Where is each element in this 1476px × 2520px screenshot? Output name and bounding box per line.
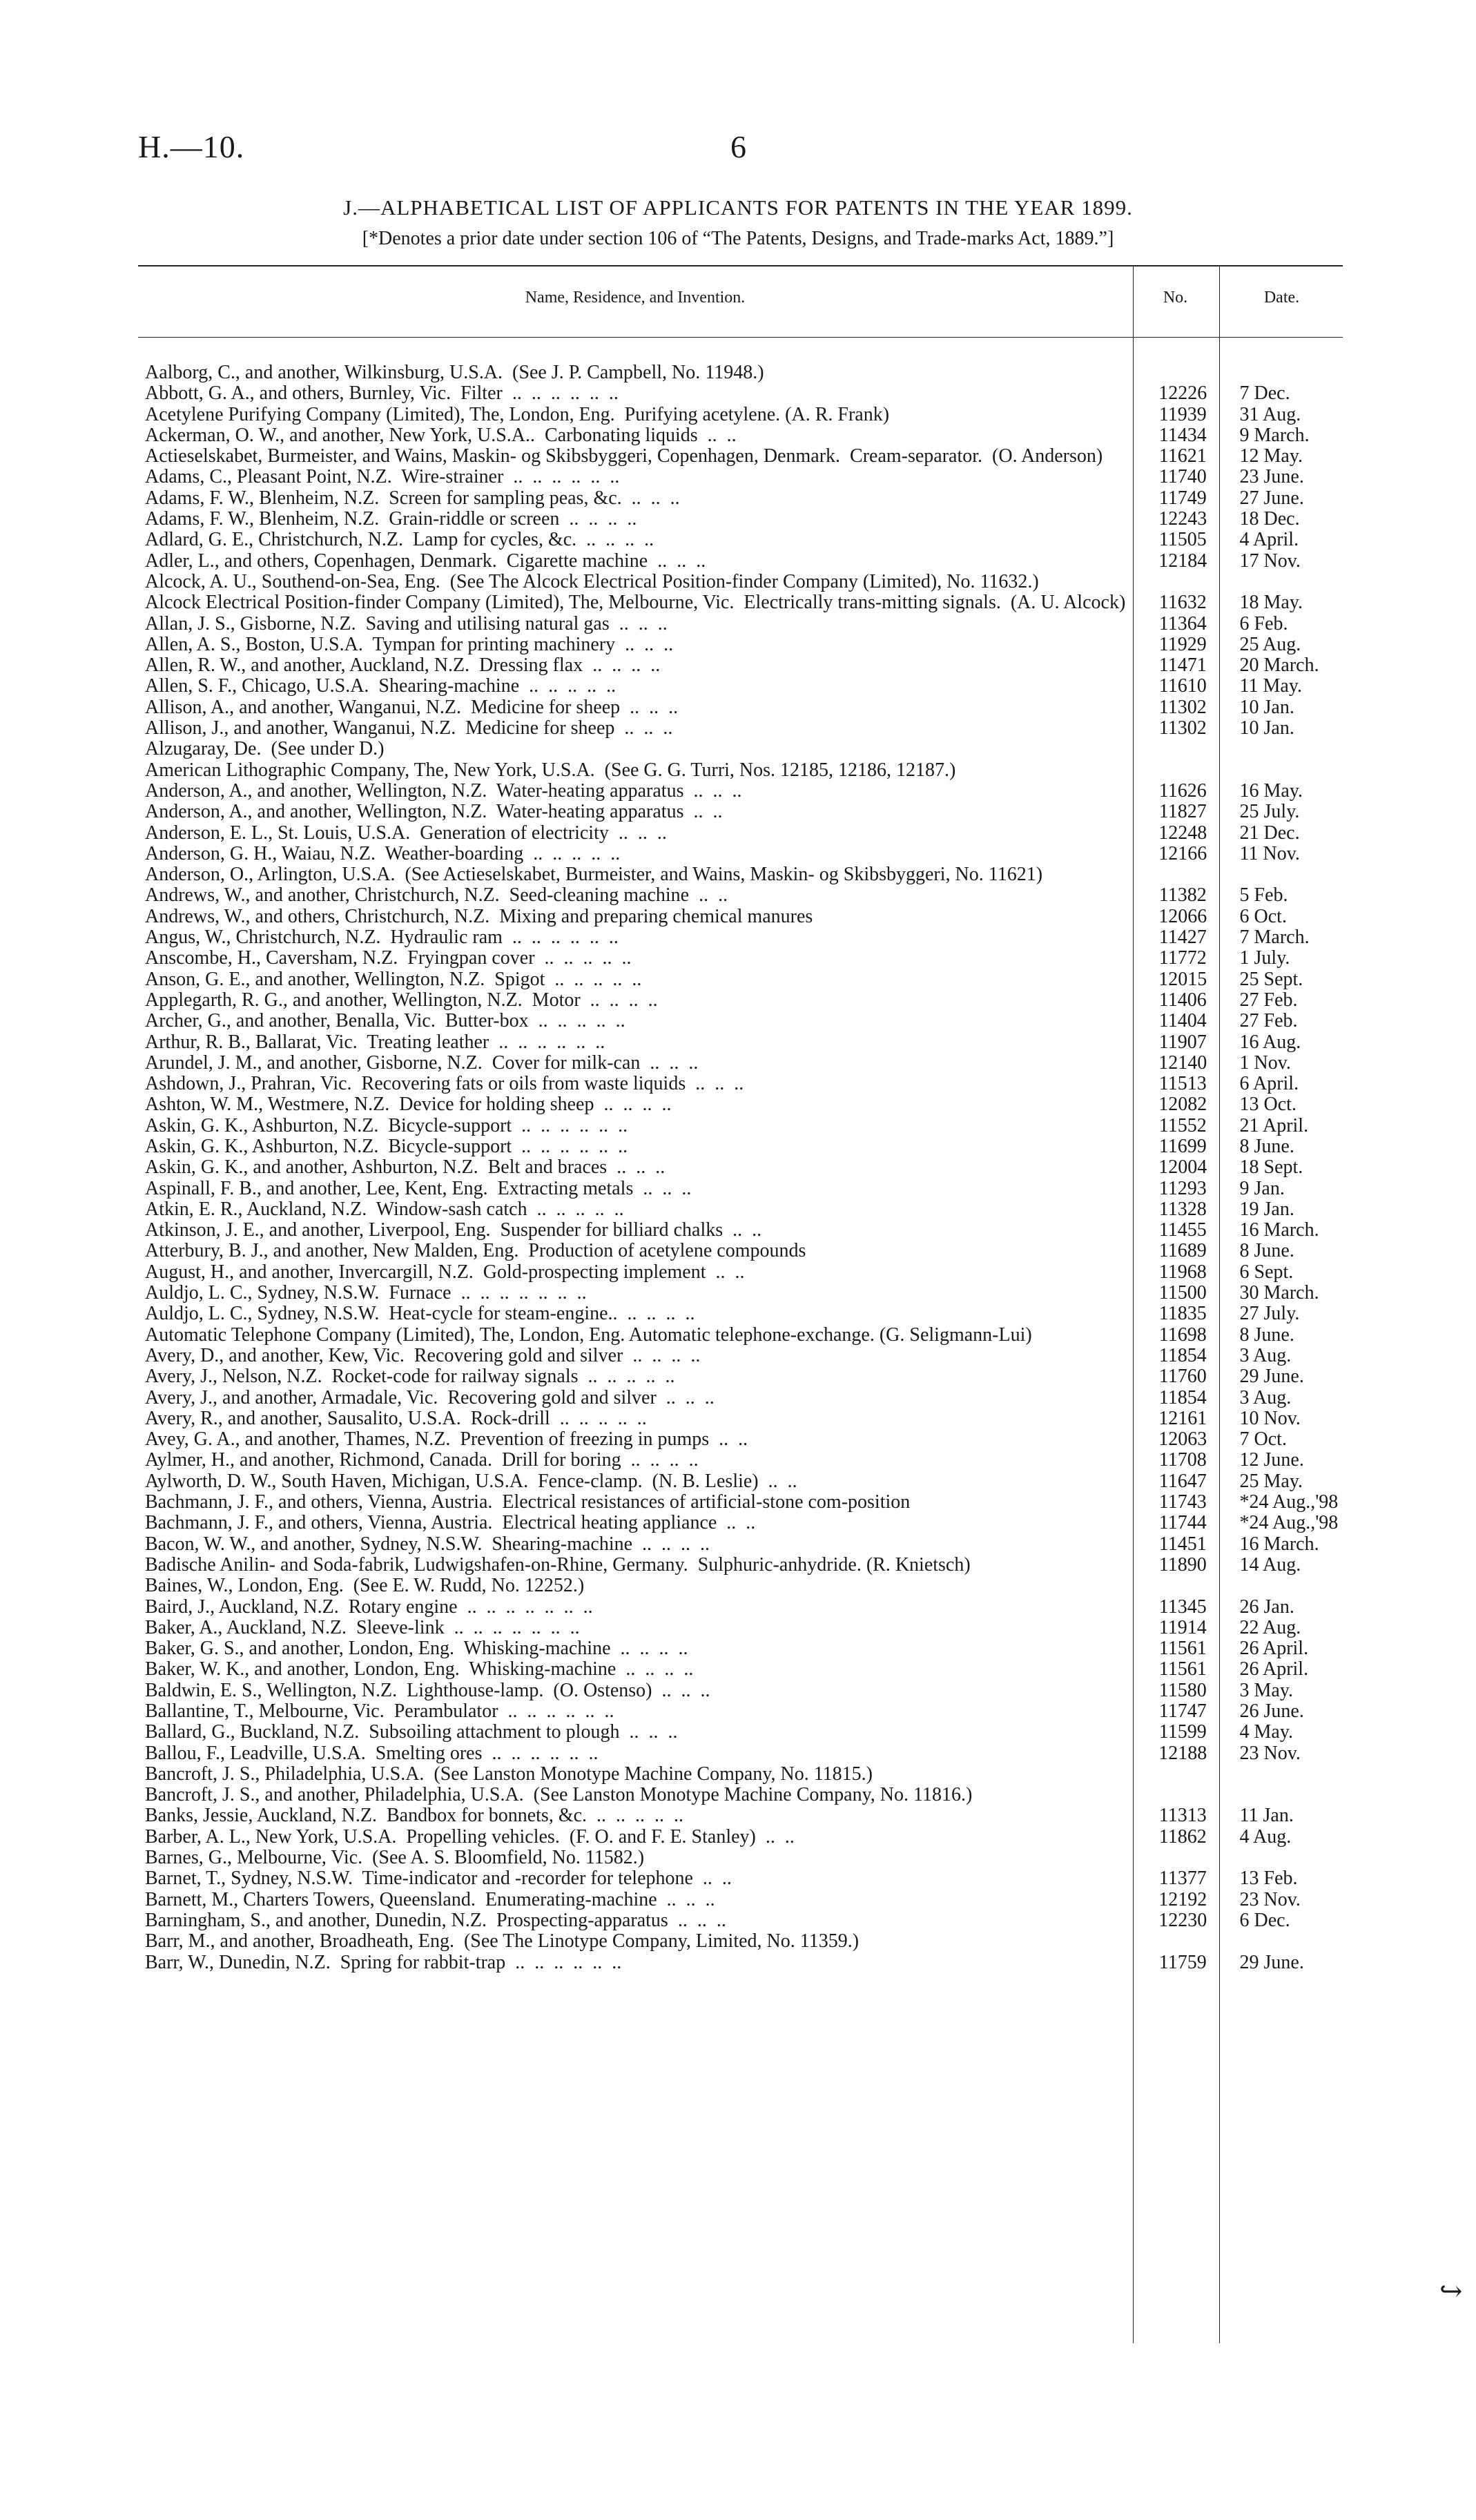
table-row — [145, 1325, 1343, 1346]
entry-text: Archer, G., and another, Benalla, Vic. Butter-box .. .. .. .. .. — [145, 1010, 625, 1032]
entry-date: 4 Aug. — [1239, 1825, 1292, 1848]
entry-text: Barnet, T., Sydney, N.S.W. Time-indicator and -recorder for telephone .. .. — [145, 1868, 732, 1890]
table-row — [145, 969, 1343, 990]
table-row — [145, 530, 1343, 550]
entry-date: 4 May. — [1239, 1721, 1294, 1743]
table-row — [145, 634, 1343, 655]
entry-number: 11929 — [1158, 633, 1207, 655]
entry-number: 11451 — [1158, 1533, 1207, 1555]
entry-date: 10 Nov. — [1239, 1407, 1301, 1429]
entry-number: 11505 — [1158, 529, 1207, 551]
entry-number: 12188 — [1158, 1742, 1207, 1764]
entry-number: 11377 — [1158, 1868, 1207, 1890]
entry-number: 12066 — [1158, 905, 1207, 927]
table-row — [145, 802, 1343, 822]
entry-text: Aspinall, F. B., and another, Lee, Kent, Eng. Extracting metals .. .. .. — [145, 1177, 692, 1199]
table-row — [145, 907, 1343, 927]
table-row — [145, 1262, 1343, 1283]
table-row — [145, 948, 1343, 969]
entry-date: 26 Jan. — [1239, 1596, 1294, 1618]
entry-date: 16 March. — [1239, 1219, 1319, 1241]
table-row — [145, 467, 1343, 487]
table-row — [145, 425, 1343, 446]
table-row — [145, 844, 1343, 864]
table-row — [145, 405, 1343, 425]
entry-number: 11939 — [1158, 403, 1207, 425]
entry-date: 29 June. — [1239, 1951, 1304, 1973]
entry-number: 12230 — [1158, 1909, 1207, 1931]
entry-text: August, H., and another, Invercargill, N.Z. Gold-prospecting implement .. .. — [145, 1261, 745, 1283]
entry-number: 11689 — [1158, 1240, 1207, 1262]
entry-text: Allison, A., and another, Wanganui, N.Z. Medicine for sheep .. .. .. — [145, 696, 679, 718]
entry-text: Bancroft, J. S., and another, Philadelphia, U.S.A. (See Lanston Monotype Machine Company, No. 11816.) — [145, 1784, 973, 1806]
entry-number: 11749 — [1158, 487, 1207, 509]
entry-text: Barningham, S., and another, Dunedin, N.Z. Prospecting-apparatus .. .. .. — [145, 1909, 726, 1931]
entry-number: 11364 — [1158, 612, 1207, 634]
entry-date: 9 Jan. — [1239, 1177, 1285, 1199]
entry-date: 27 June. — [1239, 487, 1304, 509]
entry-date: 3 May. — [1239, 1679, 1294, 1701]
entry-text: Arthur, R. B., Ballarat, Vic. Treating leather .. .. .. .. .. .. — [145, 1031, 605, 1053]
table-row — [145, 1576, 1343, 1596]
table-row — [145, 739, 1343, 759]
table-row — [145, 1116, 1343, 1136]
entry-text: Arundel, J. M., and another, Gisborne, N.Z. Cover for milk-can .. .. .. — [145, 1051, 699, 1074]
entry-date: 23 Nov. — [1239, 1888, 1301, 1910]
table-row — [145, 697, 1343, 718]
table-row — [145, 1722, 1343, 1743]
entry-text: Barnes, G., Melbourne, Vic. (See A. S. Bloomfield, No. 11582.) — [145, 1847, 645, 1869]
entry-date: 8 June. — [1239, 1324, 1294, 1346]
entry-text: Bachmann, J. F., and others, Vienna, Austria. Electrical heating appliance .. .. — [145, 1512, 756, 1534]
entry-text: Allen, A. S., Boston, U.S.A. Tympan for printing machinery .. .. .. — [145, 633, 674, 655]
entry-text: Barr, M., and another, Broadheath, Eng. (See The Linotype Company, Limited, No. 11359.) — [145, 1930, 860, 1952]
entry-text: Bacon, W. W., and another, Sydney, N.S.W. Shearing-machine .. .. .. .. — [145, 1533, 710, 1555]
entry-number: 11621 — [1158, 445, 1207, 467]
entry-text: Ballard, G., Buckland, N.Z. Subsoiling attachment to plough .. .. .. — [145, 1721, 678, 1743]
table-row — [145, 383, 1343, 404]
entry-number: 11743 — [1158, 1491, 1207, 1513]
entry-number: 11698 — [1158, 1324, 1207, 1346]
entry-date: 26 April. — [1239, 1658, 1309, 1680]
entry-text: Baldwin, E. S., Wellington, N.Z. Lighthouse-lamp. (O. Ostenso) .. .. .. — [145, 1679, 710, 1701]
entry-text: Baines, W., London, Eng. (See E. W. Rudd, No. 12252.) — [145, 1575, 585, 1597]
table-row — [145, 1743, 1343, 1764]
entry-text: Allan, J. S., Gisborne, N.Z. Saving and utilising natural gas .. .. .. — [145, 612, 668, 634]
table-row — [145, 1931, 1343, 1952]
table-row — [145, 823, 1343, 844]
entry-number: 11759 — [1158, 1951, 1207, 1973]
entry-number: 12161 — [1158, 1407, 1207, 1429]
entry-date: 13 Oct. — [1239, 1094, 1297, 1116]
entry-date: 25 Sept. — [1239, 968, 1303, 990]
table-row — [145, 1952, 1343, 1973]
entry-date: 9 March. — [1239, 424, 1310, 446]
entry-date: 26 April. — [1239, 1638, 1309, 1660]
entry-date: *24 Aug.,'98 — [1239, 1512, 1339, 1534]
entry-date: 17 Nov. — [1239, 550, 1301, 572]
entry-number: 11406 — [1158, 989, 1207, 1011]
entry-text: Askin, G. K., Ashburton, N.Z. Bicycle-support .. .. .. .. .. .. — [145, 1114, 628, 1136]
entry-date: 31 Aug. — [1239, 403, 1301, 425]
table-row — [145, 1241, 1343, 1261]
entry-text: Ashton, W. M., Westmere, N.Z. Device for holding sheep .. .. .. .. — [145, 1094, 672, 1116]
entry-date: 12 June. — [1239, 1449, 1304, 1471]
table-row — [145, 655, 1343, 676]
table-row — [145, 1764, 1343, 1785]
document-code: H.—10. — [138, 129, 245, 164]
entry-date: 16 March. — [1239, 1533, 1319, 1555]
table-row — [145, 614, 1343, 634]
entry-number: 11854 — [1158, 1344, 1207, 1366]
entry-number: 11471 — [1158, 655, 1207, 677]
table-row — [145, 1492, 1343, 1513]
table-row — [145, 1011, 1343, 1031]
entry-date: 21 April. — [1239, 1114, 1309, 1136]
entry-date: 16 Aug. — [1239, 1031, 1301, 1053]
entry-date: 6 Oct. — [1239, 905, 1287, 927]
entry-number: 11328 — [1158, 1198, 1207, 1220]
entry-number: 11455 — [1158, 1219, 1207, 1241]
entry-text: Ashdown, J., Prahran, Vic. Recovering fats or oils from waste liquids .. .. .. — [145, 1073, 744, 1095]
entry-number: 11313 — [1158, 1805, 1207, 1827]
entry-text: Actieselskabet, Burmeister, and Wains, Maskin- og Skibsbyggeri, Copenhagen, Denmark. Cream-separator. (O. Anderson) — [145, 445, 1103, 467]
entry-date: 18 May. — [1239, 592, 1303, 614]
entry-text: Barnett, M., Charters Towers, Queensland. Enumerating-machine .. .. .. — [145, 1888, 715, 1910]
column-header-no: No. — [1163, 289, 1188, 307]
entry-number: 12192 — [1158, 1888, 1207, 1910]
column-header-name: Name, Residence, and Invention. — [525, 289, 746, 307]
table-row — [145, 1366, 1343, 1387]
entry-text: Aylworth, D. W., South Haven, Michigan, U.S.A. Fence-clamp. (N. B. Leslie) .. .. — [145, 1470, 797, 1492]
entry-number: 11854 — [1158, 1386, 1207, 1408]
entry-text: Andrews, W., and another, Christchurch, N.Z. Seed-cleaning machine .. .. — [145, 884, 728, 907]
table-row — [145, 1785, 1343, 1805]
entry-text: Atkinson, J. E., and another, Liverpool, Eng. Suspender for billiard chalks .. .. — [145, 1219, 762, 1241]
entry-date: 6 April. — [1239, 1073, 1299, 1095]
table-row — [145, 1220, 1343, 1241]
entry-text: Atkin, E. R., Auckland, N.Z. Window-sash catch .. .. .. .. .. — [145, 1198, 624, 1220]
entry-text: Angus, W., Christchurch, N.Z. Hydraulic ram .. .. .. .. .. .. — [145, 927, 619, 949]
table-row — [145, 1074, 1343, 1094]
entry-number: 11907 — [1158, 1031, 1207, 1053]
entry-date: 6 Sept. — [1239, 1261, 1294, 1283]
table-row — [145, 1032, 1343, 1053]
table-row — [145, 1638, 1343, 1659]
entry-number: 11827 — [1158, 801, 1207, 823]
entry-number: 11434 — [1158, 424, 1207, 446]
table-row — [145, 718, 1343, 739]
entry-date: 10 Jan. — [1239, 717, 1294, 739]
entry-number: 11647 — [1158, 1470, 1207, 1492]
entry-text: Askin, G. K., and another, Ashburton, N.Z. Belt and braces .. .. .. — [145, 1156, 666, 1179]
table-row — [145, 488, 1343, 509]
entry-text: Anson, G. E., and another, Wellington, N.Z. Spigot .. .. .. .. .. — [145, 968, 642, 990]
entry-number: 12243 — [1158, 508, 1207, 530]
entry-number: 12140 — [1158, 1051, 1207, 1074]
entry-number: 11599 — [1158, 1721, 1207, 1743]
entry-number: 11760 — [1158, 1366, 1207, 1388]
entry-number: 11345 — [1158, 1596, 1207, 1618]
entry-text: Avery, D., and another, Kew, Vic. Recovering gold and silver .. .. .. .. — [145, 1344, 701, 1366]
table-row — [145, 1053, 1343, 1074]
entry-date: 8 June. — [1239, 1240, 1294, 1262]
table-row — [145, 1805, 1343, 1826]
page-title: J.—ALPHABETICAL LIST OF APPLICANTS FOR PATENTS IN THE YEAR 1899. — [343, 195, 1133, 220]
entry-number: 11302 — [1158, 717, 1207, 739]
entry-text: Adams, F. W., Blenheim, N.Z. Grain-riddle or screen .. .. .. .. — [145, 508, 637, 530]
entry-date: 27 Feb. — [1239, 989, 1298, 1011]
table-row — [145, 990, 1343, 1011]
margin-mark: ↪ — [1439, 2276, 1463, 2307]
entry-number: 12226 — [1158, 382, 1207, 405]
entry-text: Alcock, A. U., Southend-on-Sea, Eng. (See The Alcock Electrical Position-finder Company (Limited), No. 11632.) — [145, 570, 1039, 592]
entry-date: 18 Dec. — [1239, 508, 1300, 530]
entry-text: Allen, S. F., Chicago, U.S.A. Shearing-machine .. .. .. .. .. — [145, 675, 616, 697]
entry-number: 11740 — [1158, 466, 1207, 488]
table-row — [145, 1534, 1343, 1555]
entry-date: 12 May. — [1239, 445, 1303, 467]
entry-date: 8 June. — [1239, 1135, 1294, 1157]
table-row — [145, 446, 1343, 467]
entry-text: Abbott, G. A., and others, Burnley, Vic. Filter .. .. .. .. .. .. — [145, 382, 619, 405]
table-row — [145, 1910, 1343, 1931]
entry-text: Askin, G. K., Ashburton, N.Z. Bicycle-support .. .. .. .. .. .. — [145, 1135, 628, 1157]
entry-date: 1 July. — [1239, 947, 1290, 969]
entry-date: 11 May. — [1239, 675, 1302, 697]
table-row — [145, 1659, 1343, 1680]
entry-date: 13 Feb. — [1239, 1868, 1298, 1890]
entry-date: 11 Jan. — [1239, 1805, 1294, 1827]
entry-number: 11747 — [1158, 1700, 1207, 1722]
entry-text: Aylmer, H., and another, Richmond, Canada. Drill for boring .. .. .. .. — [145, 1449, 699, 1471]
entry-text: American Lithographic Company, The, New York, U.S.A. (See G. G. Turri, Nos. 12185, 12186, 12187.) — [145, 759, 956, 781]
table-row — [145, 1701, 1343, 1722]
table-row — [145, 1827, 1343, 1848]
table-row — [145, 864, 1343, 885]
entry-date: 25 May. — [1239, 1470, 1303, 1492]
entry-date: 25 July. — [1239, 801, 1300, 823]
entry-text: Baker, W. K., and another, London, Eng. Whisking-machine .. .. .. .. — [145, 1658, 694, 1680]
table-row — [145, 885, 1343, 906]
entry-date: 27 July. — [1239, 1303, 1300, 1325]
entry-date: 3 Aug. — [1239, 1386, 1292, 1408]
page-number: 6 — [730, 129, 746, 164]
entry-text: Banks, Jessie, Auckland, N.Z. Bandbox for bonnets, &c. .. .. .. .. .. — [145, 1805, 684, 1827]
entry-text: Allen, R. W., and another, Auckland, N.Z. Dressing flax .. .. .. .. — [145, 655, 661, 677]
entry-text: Allison, J., and another, Wanganui, N.Z. Medicine for sheep .. .. .. — [145, 717, 673, 739]
entry-text: Anderson, O., Arlington, U.S.A. (See Actieselskabet, Burmeister, and Wains, Maskin- og Skibsbyggeri, No. 11621) — [145, 864, 1043, 886]
table-row — [145, 1346, 1343, 1366]
entry-date: 1 Nov. — [1239, 1051, 1291, 1074]
entry-date: 3 Aug. — [1239, 1344, 1292, 1366]
entry-text: Atterbury, B. J., and another, New Malden, Eng. Production of acetylene compounds — [145, 1240, 806, 1262]
entry-number: 12166 — [1158, 842, 1207, 864]
entry-number: 12063 — [1158, 1428, 1207, 1451]
table-row — [145, 1868, 1343, 1889]
table-row — [145, 1179, 1343, 1199]
table-row — [145, 592, 1343, 613]
entry-number: 11890 — [1158, 1553, 1207, 1576]
entry-number: 11500 — [1158, 1282, 1207, 1304]
table-row — [145, 1429, 1343, 1450]
table-row — [145, 509, 1343, 530]
entry-text: Acetylene Purifying Company (Limited), The, London, Eng. Purifying acetylene. (A. R. Frank) — [145, 403, 890, 425]
entry-text: Baird, J., Auckland, N.Z. Rotary engine .. .. .. .. .. .. .. — [145, 1596, 593, 1618]
entry-text: Anderson, G. H., Waiau, N.Z. Weather-boarding .. .. .. .. .. — [145, 842, 621, 864]
entry-date: 18 Sept. — [1239, 1156, 1303, 1179]
entry-number: 11382 — [1158, 884, 1207, 907]
table-row — [145, 1680, 1343, 1701]
table-row — [145, 572, 1343, 592]
entry-text: Badische Anilin- and Soda-fabrik, Ludwigshafen-on-Rhine, Germany. Sulphuric-anhydride. (R. Knietsch) — [145, 1553, 971, 1576]
entry-text: Auldjo, L. C., Sydney, N.S.W. Furnace .. .. .. .. .. .. .. — [145, 1282, 587, 1304]
entry-date: 7 March. — [1239, 927, 1310, 949]
entry-text: Anscombe, H., Caversham, N.Z. Fryingpan cover .. .. .. .. .. — [145, 947, 632, 969]
entry-date: 7 Dec. — [1239, 382, 1290, 405]
table-top-rule — [138, 265, 1343, 266]
entry-number: 11552 — [1158, 1114, 1207, 1136]
table-row — [145, 1450, 1343, 1471]
page-subtitle: [*Denotes a prior date under section 106 of “The Patents, Designs, and Trade-marks Act, 1889.”] — [362, 228, 1114, 249]
entry-number: 11968 — [1158, 1261, 1207, 1283]
entry-number: 11835 — [1158, 1303, 1207, 1325]
entry-text: Automatic Telephone Company (Limited), The, London, Eng. Automatic telephone-exchange. (G. Seligmann-Lui) — [145, 1324, 1032, 1346]
applicant-list — [145, 362, 1343, 1973]
entry-text: Baker, G. S., and another, London, Eng. Whisking-machine .. .. .. .. — [145, 1638, 688, 1660]
entry-date: 22 Aug. — [1239, 1616, 1301, 1638]
table-row — [145, 1618, 1343, 1638]
entry-number: 11561 — [1158, 1638, 1207, 1660]
entry-date: 30 March. — [1239, 1282, 1319, 1304]
entry-number: 11580 — [1158, 1679, 1207, 1701]
entry-number: 11708 — [1158, 1449, 1207, 1471]
entry-number: 11293 — [1158, 1177, 1207, 1199]
entry-text: Alzugaray, De. (See under D.) — [145, 738, 385, 760]
entry-number: 11404 — [1158, 1010, 1207, 1032]
entry-number: 11427 — [1158, 927, 1207, 949]
header-bottom-rule — [138, 337, 1343, 338]
entry-number: 12015 — [1158, 968, 1207, 990]
entry-text: Adler, L., and others, Copenhagen, Denmark. Cigarette machine .. .. .. — [145, 550, 706, 572]
entry-text: Ackerman, O. W., and another, New York, U.S.A.. Carbonating liquids .. .. — [145, 424, 737, 446]
entry-number: 11626 — [1158, 779, 1207, 802]
entry-text: Alcock Electrical Position-finder Company (Limited), The, Melbourne, Vic. Electrically trans-mitting signals. (A. U. Alcock) — [145, 592, 1126, 614]
table-row — [145, 927, 1343, 948]
entry-date: 10 Jan. — [1239, 696, 1294, 718]
entry-date: *24 Aug.,'98 — [1239, 1491, 1339, 1513]
entry-number: 11699 — [1158, 1135, 1207, 1157]
table-row — [145, 1283, 1343, 1303]
table-row — [145, 1890, 1343, 1910]
table-row — [145, 1094, 1343, 1115]
entry-number: 12004 — [1158, 1156, 1207, 1179]
table-row — [145, 1157, 1343, 1178]
entry-number: 11772 — [1158, 947, 1207, 969]
entry-number: 11610 — [1158, 675, 1207, 697]
entry-text: Bancroft, J. S., Philadelphia, U.S.A. (See Lanston Monotype Machine Company, No. 11815.) — [145, 1763, 873, 1785]
entry-text: Anderson, A., and another, Wellington, N.Z. Water-heating apparatus .. .. — [145, 801, 723, 823]
entry-number: 12184 — [1158, 550, 1207, 572]
entry-number: 11302 — [1158, 696, 1207, 718]
table-row — [145, 1388, 1343, 1408]
entry-date: 20 March. — [1239, 655, 1319, 677]
table-row — [145, 1597, 1343, 1618]
table-row — [145, 1848, 1343, 1868]
entry-text: Barber, A. L., New York, U.S.A. Propelling vehicles. (F. O. and F. E. Stanley) .. .. — [145, 1825, 795, 1848]
column-header-date: Date. — [1263, 289, 1300, 307]
entry-text: Andrews, W., and others, Christchurch, N.Z. Mixing and preparing chemical manures — [145, 905, 813, 927]
table-row — [145, 1136, 1343, 1157]
entry-date: 11 Nov. — [1239, 842, 1300, 864]
entry-text: Adlard, G. E., Christchurch, N.Z. Lamp for cycles, &c. .. .. .. .. — [145, 529, 654, 551]
table-row — [145, 1408, 1343, 1429]
entry-date: 16 May. — [1239, 779, 1303, 802]
entry-number: 11744 — [1158, 1512, 1207, 1534]
entry-text: Adams, C., Pleasant Point, N.Z. Wire-strainer .. .. .. .. .. .. — [145, 466, 620, 488]
table-row — [145, 1303, 1343, 1324]
entry-date: 4 April. — [1239, 529, 1299, 551]
entry-text: Avery, R., and another, Sausalito, U.S.A. Rock-drill .. .. .. .. .. — [145, 1407, 647, 1429]
entry-date: 6 Dec. — [1239, 1909, 1290, 1931]
table-row — [145, 362, 1343, 383]
entry-text: Ballou, F., Leadville, U.S.A. Smelting ores .. .. .. .. .. .. — [145, 1742, 599, 1764]
entry-date: 14 Aug. — [1239, 1553, 1301, 1576]
entry-date: 6 Feb. — [1239, 612, 1288, 634]
entry-date: 29 June. — [1239, 1366, 1304, 1388]
table-row — [145, 1471, 1343, 1492]
entry-text: Avey, G. A., and another, Thames, N.Z. Prevention of freezing in pumps .. .. — [145, 1428, 748, 1451]
entry-date: 23 Nov. — [1239, 1742, 1301, 1764]
table-row — [145, 760, 1343, 781]
entry-date: 19 Jan. — [1239, 1198, 1294, 1220]
entry-text: Auldjo, L. C., Sydney, N.S.W. Heat-cycle for steam-engine.. .. .. .. .. — [145, 1303, 695, 1325]
entry-date: 27 Feb. — [1239, 1010, 1298, 1032]
table-row — [145, 781, 1343, 802]
entry-text: Avery, J., and another, Armadale, Vic. Recovering gold and silver .. .. .. — [145, 1386, 715, 1408]
entry-text: Baker, A., Auckland, N.Z. Sleeve-link .. .. .. .. .. .. .. — [145, 1616, 580, 1638]
table-row — [145, 676, 1343, 697]
entry-text: Bachmann, J. F., and others, Vienna, Austria. Electrical resistances of artificial-stone com-position — [145, 1491, 911, 1513]
entry-text: Ballantine, T., Melbourne, Vic. Perambulator .. .. .. .. .. .. — [145, 1700, 614, 1722]
entry-number: 11561 — [1158, 1658, 1207, 1680]
entry-text: Avery, J., Nelson, N.Z. Rocket-code for railway signals .. .. .. .. .. — [145, 1366, 675, 1388]
entry-text: Aalborg, C., and another, Wilkinsburg, U.S.A. (See J. P. Campbell, No. 11948.) — [145, 362, 764, 383]
entry-number: 11632 — [1158, 592, 1207, 614]
entry-date: 5 Feb. — [1239, 884, 1288, 907]
table-row — [145, 1513, 1343, 1533]
entry-number: 12082 — [1158, 1094, 1207, 1116]
entry-number: 11513 — [1158, 1073, 1207, 1095]
entry-date: 25 Aug. — [1239, 633, 1301, 655]
entry-date: 7 Oct. — [1239, 1428, 1287, 1451]
entry-number: 12248 — [1158, 822, 1207, 844]
entry-text: Barr, W., Dunedin, N.Z. Spring for rabbit-trap .. .. .. .. .. .. — [145, 1951, 622, 1973]
entry-number: 11914 — [1158, 1616, 1207, 1638]
entry-text: Applegarth, R. G., and another, Wellington, N.Z. Motor .. .. .. .. — [145, 989, 658, 1011]
entry-text: Anderson, E. L., St. Louis, U.S.A. Generation of electricity .. .. .. — [145, 822, 667, 844]
entry-date: 26 June. — [1239, 1700, 1304, 1722]
table-row — [145, 1555, 1343, 1576]
table-row — [145, 551, 1343, 572]
entry-text: Adams, F. W., Blenheim, N.Z. Screen for sampling peas, &c. .. .. .. — [145, 487, 680, 509]
entry-date: 23 June. — [1239, 466, 1304, 488]
table-row — [145, 1199, 1343, 1220]
entry-date: 21 Dec. — [1239, 822, 1300, 844]
entry-number: 11862 — [1158, 1825, 1207, 1848]
entry-text: Anderson, A., and another, Wellington, N.Z. Water-heating apparatus .. .. .. — [145, 779, 742, 802]
